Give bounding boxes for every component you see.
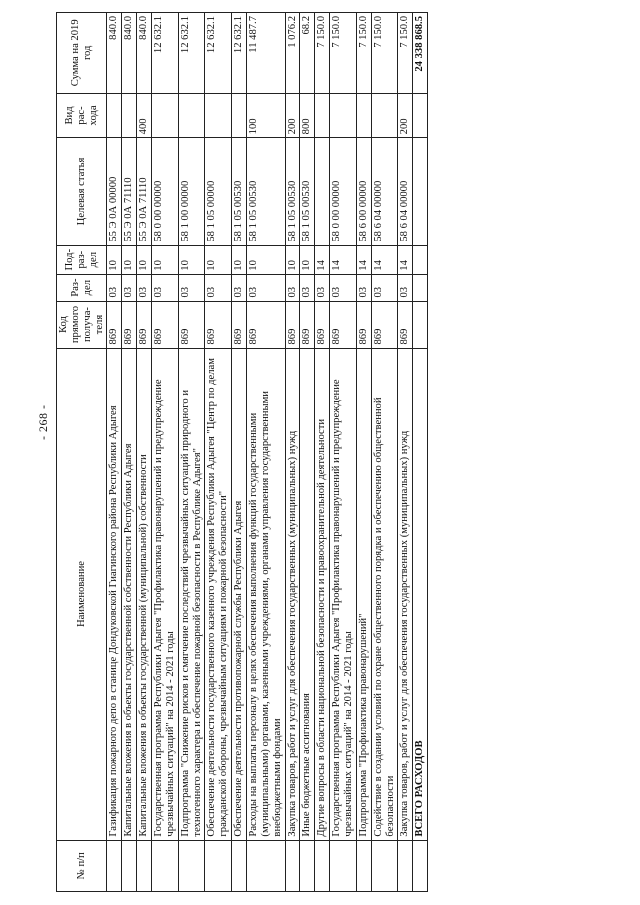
cell-section: 03 — [356, 274, 371, 301]
cell-sum: 11 487.7 — [247, 13, 286, 94]
cell-kind — [232, 93, 247, 138]
page-number: - 268 - — [36, 404, 50, 440]
total-sum: 24 338 868.5 — [413, 13, 428, 94]
cell-subsection: 10 — [152, 245, 179, 274]
table-row — [356, 13, 371, 892]
cell-sum: 12 632.1 — [205, 13, 232, 94]
header-name: Наименование — [57, 348, 107, 840]
cell-kind: 200 — [398, 93, 413, 138]
cell-article: 58 6 04 00000 — [398, 138, 413, 245]
cell-name: Закупка товаров, работ и услуг для обеспечения государственных (муниципальных) нужд — [398, 348, 413, 840]
cell-code: 869 — [398, 301, 413, 348]
cell-kind: 100 — [247, 93, 286, 138]
cell-no — [122, 840, 137, 891]
cell-code: 869 — [247, 301, 286, 348]
cell-name: Капитальные вложения в объекты государственной собственности Республики Адыгея — [122, 348, 137, 840]
cell-subsection: 14 — [356, 245, 371, 274]
total-label: ВСЕГО РАСХОДОВ — [413, 348, 428, 840]
cell-article: 55 Э 0А 00000 — [107, 138, 122, 245]
cell-section: 03 — [107, 274, 122, 301]
cell-article: 58 1 05 00530 — [247, 138, 286, 245]
cell-code: 869 — [356, 301, 371, 348]
cell-no — [137, 840, 152, 891]
cell-no — [330, 840, 357, 891]
cell-subsection: 10 — [122, 245, 137, 274]
cell-sum: 12 632.1 — [152, 13, 179, 94]
budget-table — [56, 12, 428, 892]
cell-kind — [356, 93, 371, 138]
cell-name: Иные бюджетные ассигнования — [300, 348, 315, 840]
header-kind: Вид рас-хода — [57, 93, 107, 138]
cell-article: 58 1 05 00530 — [232, 138, 247, 245]
cell-code: 869 — [371, 301, 398, 348]
cell-sum: 7 150.0 — [330, 13, 357, 94]
cell-name: Обеспечение деятельности противопожарной службы Республики Адыгея — [232, 348, 247, 840]
table-row — [285, 13, 300, 892]
table-row — [300, 13, 315, 892]
cell-sum: 7 150.0 — [356, 13, 371, 94]
cell-name: Обеспечение деятельности государственного казенного учреждения Республики Адыгея "Центр по делам гражданской обороны, чрезвычайным ситуациям и пожарной безопасности" — [205, 348, 232, 840]
cell-subsection: 10 — [247, 245, 286, 274]
cell-sum: 7 150.0 — [398, 13, 413, 94]
cell-sum: 840.0 — [137, 13, 152, 94]
cell-sum: 7 150.0 — [315, 13, 330, 94]
cell-article: 55 Э 0А 71110 — [137, 138, 152, 245]
header-article: Целевая статья — [57, 138, 107, 245]
table-row — [152, 13, 179, 892]
cell-kind — [371, 93, 398, 138]
table-row — [247, 13, 286, 892]
cell-kind — [315, 93, 330, 138]
table-row — [330, 13, 357, 892]
cell-name: Подпрограмма "Профилактика правонарушений" — [356, 348, 371, 840]
table-row — [371, 13, 398, 892]
cell-article: 58 1 05 00530 — [285, 138, 300, 245]
cell-no — [356, 840, 371, 891]
total-empty-cell — [413, 245, 428, 274]
cell-subsection: 14 — [371, 245, 398, 274]
cell-kind: 800 — [300, 93, 315, 138]
cell-code: 869 — [178, 301, 205, 348]
cell-no — [232, 840, 247, 891]
total-row — [413, 13, 428, 892]
header-code: Код прямого получа-теля — [57, 301, 107, 348]
cell-name: Подпрограмма "Снижение рисков и смягчение последствий чрезвычайных ситуаций природного и техногенного характера и обеспечение пожарной безопасности в Республике Адыгея" — [178, 348, 205, 840]
cell-kind — [152, 93, 179, 138]
cell-subsection: 10 — [178, 245, 205, 274]
cell-name: Государственная программа Республики Адыгея "Профилактика правонарушений и предупреждение чрезвычайных ситуаций" на 2014 - 2021 годы — [330, 348, 357, 840]
cell-sum: 1 076.2 — [285, 13, 300, 94]
cell-subsection: 10 — [285, 245, 300, 274]
cell-sum: 7 150.0 — [371, 13, 398, 94]
cell-sum: 12 632.1 — [178, 13, 205, 94]
cell-subsection: 10 — [137, 245, 152, 274]
total-empty-cell — [413, 138, 428, 245]
cell-section: 03 — [178, 274, 205, 301]
cell-name: Закупка товаров, работ и услуг для обеспечения государственных (муниципальных) нужд — [285, 348, 300, 840]
cell-no — [300, 840, 315, 891]
cell-article: 58 1 05 00530 — [300, 138, 315, 245]
table-row — [178, 13, 205, 892]
cell-subsection: 14 — [398, 245, 413, 274]
cell-section: 03 — [247, 274, 286, 301]
table-row — [205, 13, 232, 892]
cell-sum: 68.2 — [300, 13, 315, 94]
cell-kind: 400 — [137, 93, 152, 138]
cell-article: 58 1 00 00000 — [178, 138, 205, 245]
table-row — [315, 13, 330, 892]
table-row — [232, 13, 247, 892]
cell-kind — [178, 93, 205, 138]
header-sum: Сумма на 2019 год — [57, 13, 107, 94]
cell-no — [205, 840, 232, 891]
cell-article: 58 0 00 00000 — [330, 138, 357, 245]
cell-section: 03 — [315, 274, 330, 301]
cell-kind — [330, 93, 357, 138]
total-empty-cell — [413, 301, 428, 348]
cell-article: 58 0 00 00000 — [152, 138, 179, 245]
cell-sum: 840.0 — [107, 13, 122, 94]
cell-no — [371, 840, 398, 891]
cell-section: 03 — [398, 274, 413, 301]
table-row — [107, 13, 122, 892]
cell-code: 869 — [285, 301, 300, 348]
cell-code: 869 — [315, 301, 330, 348]
rotated-table-container — [56, 12, 576, 892]
cell-article: 58 6 00 00000 — [356, 138, 371, 245]
total-no — [413, 840, 428, 891]
header-no: № п/п — [57, 840, 107, 891]
cell-name: Другие вопросы в области национальной безопасности и правоохранительной деятельности — [315, 348, 330, 840]
cell-name: Расходы на выплаты персоналу в целях обеспечения выполнения функций государственными (муниципальными) органами, казенными учреждениями, органами управления государственными внебюджетными фондами — [247, 348, 286, 840]
cell-section: 03 — [137, 274, 152, 301]
cell-name: Содействие в создании условий по охране общественного порядка и обеспечению общественной безопасности — [371, 348, 398, 840]
cell-name: Капитальные вложения в объекты государственной (муниципальной) собственности — [137, 348, 152, 840]
cell-subsection: 10 — [232, 245, 247, 274]
cell-article — [315, 138, 330, 245]
total-empty-cell — [413, 274, 428, 301]
cell-section: 03 — [152, 274, 179, 301]
table-row — [398, 13, 413, 892]
cell-subsection: 14 — [315, 245, 330, 274]
cell-sum: 840.0 — [122, 13, 137, 94]
total-empty-cell — [413, 93, 428, 138]
cell-name: Газификация пожарного депо в станице Дондуковской Гиагинского района Республики Адыгея — [107, 348, 122, 840]
header-subsection: Под-раз-дел — [57, 245, 107, 274]
cell-section: 03 — [300, 274, 315, 301]
cell-article: 58 1 05 00000 — [205, 138, 232, 245]
cell-kind — [122, 93, 137, 138]
cell-section: 03 — [285, 274, 300, 301]
cell-code: 869 — [137, 301, 152, 348]
cell-section: 03 — [205, 274, 232, 301]
cell-kind — [205, 93, 232, 138]
cell-no — [315, 840, 330, 891]
cell-code: 869 — [330, 301, 357, 348]
cell-kind — [107, 93, 122, 138]
cell-no — [107, 840, 122, 891]
table-header-row — [57, 13, 107, 892]
cell-subsection: 10 — [107, 245, 122, 274]
cell-name: Государственная программа Республики Адыгея "Профилактика правонарушений и предупреждение чрезвычайных ситуаций" на 2014 - 2021 годы — [152, 348, 179, 840]
cell-no — [247, 840, 286, 891]
cell-subsection: 10 — [300, 245, 315, 274]
cell-section: 03 — [330, 274, 357, 301]
cell-sum: 12 632.1 — [232, 13, 247, 94]
cell-code: 869 — [205, 301, 232, 348]
cell-subsection: 14 — [330, 245, 357, 274]
cell-kind: 200 — [285, 93, 300, 138]
cell-no — [398, 840, 413, 891]
cell-no — [152, 840, 179, 891]
table-row — [122, 13, 137, 892]
cell-article: 58 6 04 00000 — [371, 138, 398, 245]
cell-no — [178, 840, 205, 891]
cell-code: 869 — [152, 301, 179, 348]
cell-code: 869 — [232, 301, 247, 348]
cell-section: 03 — [122, 274, 137, 301]
cell-no — [285, 840, 300, 891]
cell-section: 03 — [371, 274, 398, 301]
cell-article: 55 Э 0А 71110 — [122, 138, 137, 245]
table-row — [137, 13, 152, 892]
cell-subsection: 10 — [205, 245, 232, 274]
cell-section: 03 — [232, 274, 247, 301]
cell-code: 869 — [300, 301, 315, 348]
cell-code: 869 — [122, 301, 137, 348]
cell-code: 869 — [107, 301, 122, 348]
header-section: Раз-дел — [57, 274, 107, 301]
